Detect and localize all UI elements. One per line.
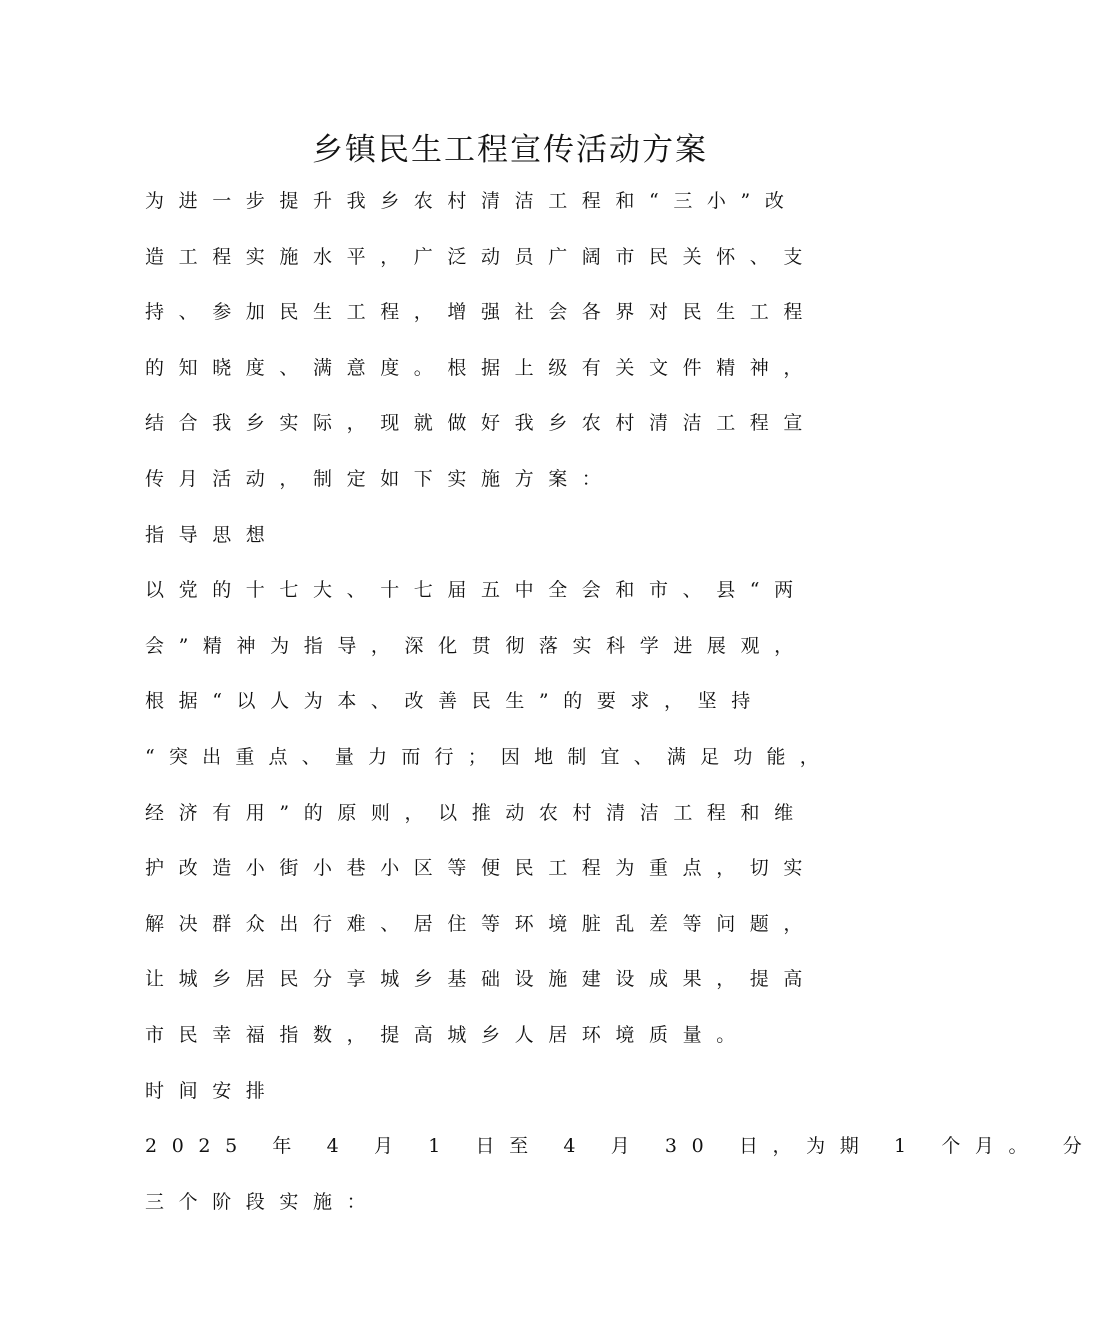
text-line: 造工程实施水平，广泛动员广阔市民关怀、支 bbox=[145, 245, 818, 268]
text-line: 市民幸福指数，提高城乡人居环境质量。 bbox=[145, 1023, 750, 1046]
text-line: 2025 年 4 月 1 日至 4 月 30 日，为期 1 个月。 分 bbox=[145, 1135, 1096, 1158]
document-title: 乡镇民生工程宣传活动方案 bbox=[312, 132, 708, 168]
text-line: 根据“以人为本、改善民生”的要求，坚持 bbox=[145, 690, 765, 713]
document-body bbox=[145, 184, 1096, 1240]
text-line: 持、参加民生工程，增强社会各界对民生工程 bbox=[145, 301, 818, 324]
text-line: 会”精神为指导，深化贯彻落实科学进展观， bbox=[145, 634, 808, 657]
section-heading-guiding-ideology: 指导思想 bbox=[145, 523, 280, 546]
section-heading-schedule: 时间安排 bbox=[145, 1079, 280, 1102]
text-line: 结合我乡实际，现就做好我乡农村清洁工程宣 bbox=[145, 412, 818, 435]
text-line: 护改造小街小巷小区等便民工程为重点，切实 bbox=[145, 857, 818, 880]
text-line: 解决群众出行难、居住等环境脏乱差等问题， bbox=[145, 912, 818, 935]
text-line: 以党的十七大、十七届五中全会和市、县“两 bbox=[145, 579, 808, 602]
text-line: 三个阶段实施： bbox=[145, 1190, 381, 1213]
text-line: 传月活动，制定如下实施方案： bbox=[145, 467, 616, 490]
text-line: 经济有用”的原则，以推动农村清洁工程和维 bbox=[145, 801, 808, 824]
text-line: 让城乡居民分享城乡基础设施建设成果，提高 bbox=[145, 968, 818, 991]
text-line: 的知晓度、满意度。根据上级有关文件精神， bbox=[145, 356, 818, 379]
text-line: “突出重点、量力而行；因地制宜、满足功能， bbox=[145, 745, 833, 768]
text-line: 为进一步提升我乡农村清洁工程和“三小”改 bbox=[145, 190, 799, 212]
